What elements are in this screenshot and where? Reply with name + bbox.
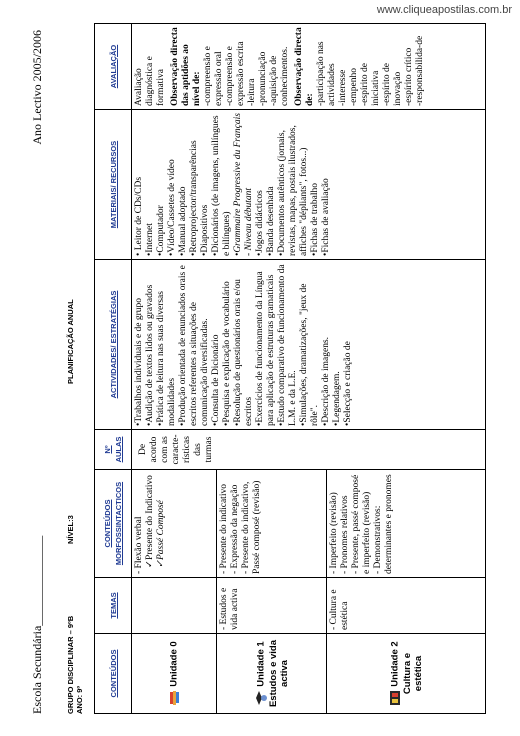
level-label: NÍVEL:3	[66, 515, 75, 544]
col-aulas: Nº AULAS	[95, 430, 132, 470]
list-item: •Computador	[156, 205, 166, 256]
list-item: -interesse	[338, 69, 348, 106]
year-line: ANO: 9º	[75, 685, 84, 714]
list-item: •Produção orientada de enunciados orais e escritos referentes a situações de comunicação diversificadas.	[178, 265, 210, 426]
list-item: -compreensão e expressão escrita	[225, 41, 246, 106]
plan-title: PLANIFICAÇÃO ANUAL	[66, 299, 75, 384]
table-header-row	[95, 24, 132, 714]
list-item: •Descrição de imagens.	[321, 336, 331, 426]
aulas-cell	[132, 430, 486, 470]
list-item: -participação nas actividades	[316, 41, 337, 106]
list-item: -aquisição de conhecimentos.	[269, 46, 290, 106]
actividades-cell	[132, 260, 486, 430]
unit-name: Unidade 1 Estudos e vida activa	[255, 639, 290, 708]
rotated-document-page	[28, 24, 488, 714]
list-item: -pronunciação	[258, 51, 268, 106]
list-item: •Exercícios de funcionamento da Língua para aplicação de estruturas gramaticais	[255, 271, 276, 426]
list-item: •Banda desenhada	[266, 186, 276, 256]
aval-obs1-title: Observação directa das aptidões ao nível de:	[170, 27, 202, 106]
morfo-cell	[326, 470, 485, 578]
list-item: •Documentos autênticos (jornais, revistas, mapas, postais ilustrados, affiches "dépliants", fotos...)	[277, 125, 309, 256]
list-item: -empenho	[349, 68, 359, 106]
list-item: -compreensão e expressão oral	[203, 46, 224, 106]
unit-cell-0	[132, 634, 217, 714]
col-avaliacao: AVALIAÇÃO	[95, 24, 132, 110]
list-item: •Legendagem.	[332, 371, 342, 426]
morfo-item: - Expressão da negação	[230, 484, 241, 574]
morfo-item: - Flexão verbal	[134, 516, 144, 574]
tema-cell: - Cultura e estética	[326, 578, 485, 634]
watermark: www.cliqueapostilas.com.br	[376, 4, 512, 16]
col-actividades: ACTIVIDADES/ ESTRATÉGIAS	[95, 260, 132, 430]
unit-cell-2	[326, 634, 485, 714]
aulas-text: De acordo com as caracte-rísticas das turmas	[138, 434, 214, 465]
list-item: •Jogos didácticos	[255, 190, 265, 256]
list-item: -leitura	[247, 78, 257, 106]
morfo-cell	[132, 470, 217, 578]
aval-obs2-title: Observação directa de:	[294, 27, 315, 106]
morfo-cell	[217, 470, 327, 578]
col-temas: TEMAS	[95, 578, 132, 634]
list-item: •Fichas de trabalho	[310, 183, 320, 256]
list-item: -espírito de inovação	[382, 62, 403, 106]
list-item: •Resolução de questionários orais e/ou escritos	[233, 279, 254, 426]
materiais-cell	[132, 110, 486, 260]
col-materiais: MATERIAIS/ RECURSOS	[95, 110, 132, 260]
list-item: -espírito crítico	[404, 47, 414, 106]
morfo-item: ✓Presente do Indicativo	[145, 475, 155, 568]
list-item: •Simulações, dramatizações, "jeux de rôle".	[299, 283, 320, 426]
list-item: •Audição de textos lidos ou gravados	[145, 284, 155, 426]
list-item: •Selecção e criação de	[343, 341, 353, 426]
list-item: •Pesquisa e explicação de vocabulário	[222, 281, 232, 426]
list-item: •Grammaire Progressive du Français - Niveau débutant	[233, 113, 254, 256]
document-header	[28, 24, 98, 714]
morfo-item: - Demonstrativos: determinantes e pronomes	[372, 474, 394, 574]
morfo-item: ✓Passé Composé	[156, 500, 166, 568]
graduate-icon	[254, 690, 268, 706]
unit-name: Unidade 0	[168, 641, 180, 687]
list-item: •Vídeo/Cassetes de vídeo	[167, 159, 177, 256]
unit-cell-1	[217, 634, 327, 714]
col-morfo: CONTEÚDOS MORFOSSINTACTICOS	[95, 470, 132, 578]
list-item: •Fichas de avaliação	[321, 178, 331, 256]
tema-cell: - Estudos e vida activa	[217, 578, 327, 634]
col-conteudos: CONTEÚDOS	[95, 634, 132, 714]
table-row	[132, 24, 217, 714]
tema-cell	[132, 578, 217, 634]
morfo-item: - Presente do indicativo, Passé composé (revisão)	[241, 480, 263, 574]
group-info	[66, 616, 84, 714]
group-line: GRUPO DISCIPLINAR – 9ºB	[66, 615, 75, 714]
list-item: •Internet	[145, 223, 155, 256]
list-item: •Prática de leitura nas suas diversas modalidades	[156, 291, 177, 426]
unit-name: Unidade 2 Cultura e estética	[389, 641, 424, 695]
list-item: •Retroprojector/transparências	[189, 140, 199, 256]
list-item: •Dicionários (de imagens, unilíngues e bilíngues)	[211, 115, 232, 256]
film-icon	[388, 690, 402, 706]
list-item: •Consulta de Dicionário	[211, 334, 221, 426]
books-icon	[167, 690, 181, 706]
avaliacao-cell	[132, 24, 486, 110]
list-item: • Leitor de CDs/CDs	[134, 176, 144, 256]
morfo-item: - Imperfeito (revisão)	[328, 492, 339, 574]
list-item: -espírito de iniciativa	[360, 62, 381, 106]
morfo-item: - Pronomes relativos	[339, 495, 350, 574]
list-item: -responsabilida-de	[415, 35, 425, 106]
list-item: •Manual adoptado	[178, 186, 188, 256]
list-item: •Estudo comparativo de funcionamento da L.M. e da L.E.	[277, 264, 298, 426]
planning-table	[94, 23, 486, 714]
morfo-item: - Presente, passé composé e imperfeito (revisão)	[350, 474, 372, 574]
school-year: Ano Lectivo 2005/2006	[30, 30, 44, 145]
aval-intro: Avaliação diagnóstica e formativa	[134, 56, 166, 106]
school-name: Escola Secundária_______________	[30, 535, 44, 714]
list-item: •Diapositivos	[200, 204, 210, 256]
morfo-item: - Presente do indicativo	[219, 484, 230, 574]
list-item: •Trabalhos individuais e de grupo	[134, 297, 144, 426]
